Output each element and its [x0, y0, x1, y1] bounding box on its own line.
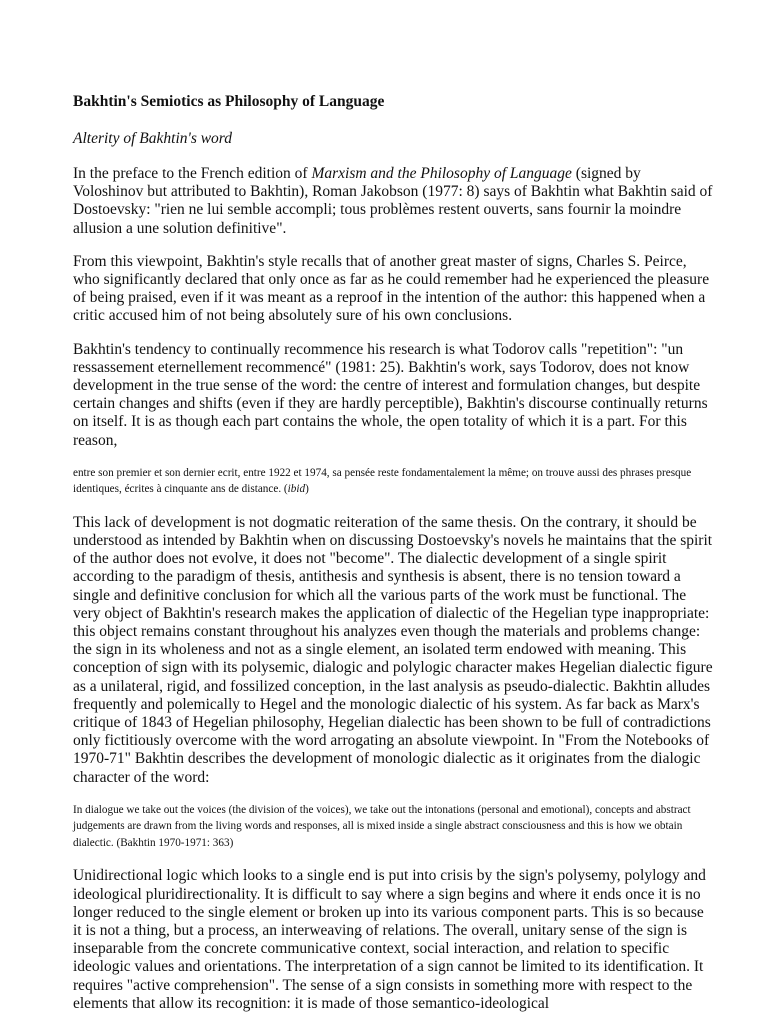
paragraph-5: Unidirectional logic which looks to a single end is put into crisis by the sign's polysemy, polylogy and ideological pluridirectionality. It is difficult to say where a sign begins and where it ends once it is no longer reduced to the single element or broken up into its various component parts. This is so because it is not a thing, but a process, an interweaving of relations. The overall, unitary sense of the sign is inseparable from the concrete communicative context, social interaction, and relation to specific ideologic values and orientations. The interpretation of a sign cannot be limited to its identification. It requires "active comprehension". The sense of a sign consists in something more with respect to the elements that allow its recognition: it is made of those semantico-ideological	[73, 867, 706, 1012]
quote-1-text: entre son premier et son dernier ecrit, entre 1922 et 1974, sa pensée reste fondamentalement la même; on trouve aussi des phrases presque identiques, écrites à cinquante ans de distance. (	[73, 466, 692, 496]
paragraph-1-part-a: In the preface to the French edition of	[73, 165, 312, 182]
section-subtitle: Alterity of Bakhtin's word	[73, 130, 233, 147]
paragraph-1-part-b: (signed by Voloshinov but attributed to Bakhtin), Roman Jakobson (1977: 8) says of Bakhtin what Bakhtin said of Dostoevsky: "rien ne lui semble accompli; tous problèmes restent ouverts, sans fournir la moindre allusion a une solution definitive".	[73, 165, 713, 237]
block-quote-1	[73, 465, 713, 498]
document-page	[73, 92, 713, 1028]
paragraph-2: From this viewpoint, Bakhtin's style recalls that of another great master of signs, Charles S. Peirce, who significantly declared that only once as far as he could remember had he experienced the pleasure of being praised, even if it was meant as a reproof in the intention of the author: this happened when a critic accused him of not being absolutely sure of his own conclusions.	[73, 252, 710, 325]
paragraph-4: This lack of development is not dogmatic reiteration of the same thesis. On the contrary, it should be understood as intended by Bakhtin when on discussing Dostoevsky's novels he maintains that the spirit of the author does not evolve, it does not "become". The dialectic development of a single spirit according to the paradigm of thesis, antithesis and synthesis is absent, there is no tension toward a single and definitive conclusion for which all the various parts of the work must be functional. The very object of Bakhtin's research makes the application of dialectic of the Hegelian type inappropriate: this object remains constant throughout his analyzes even though the materials and problems change: the sign in its wholeness and not as a single element, an isolated term endowed with meaning. This conception of sign with its polysemic, dialogic and polylogic character makes Hegelian dialectic figure as a unilateral, rigid, and fossilized conception, in the last analysis as pseudo-dialectic. Bakhtin alludes frequently and polemically to Hegel and the monologic dialectic of his system. As far back as Marx's critique of 1843 of Hegelian philosophy, Hegelian dialectic has been shown to be full of contradictions only fictitiously overcome with the word arrogating an absolute viewpoint. In "From the Notebooks of 1970-71" Bakhtin describes the development of monologic dialectic as it originates from the dialogic character of the word:	[73, 513, 713, 786]
quote-1-ibid: ibid	[287, 483, 306, 496]
document-title: Bakhtin's Semiotics as Philosophy of Language	[73, 93, 385, 110]
quote-1-close: )	[305, 483, 309, 496]
block-quote-2: In dialogue we take out the voices (the division of the voices), we take out the intonations (personal and emotional), concepts and abstract judgements are drawn from the living words and responses, all is mixed inside a single abstract consciousness and this is how we obtain dialectic. (Bakhtin 1970-1971: 363)	[73, 803, 691, 849]
paragraph-1	[73, 165, 713, 238]
book-title: Marxism and the Philosophy of Language	[311, 165, 572, 182]
paragraph-3: Bakhtin's tendency to continually recommence his research is what Todorov calls "repetition": "un ressassement eternellement recommencé" (1981: 25). Bakhtin's work, says Todorov, does not know development in the true sense of the word: the centre of interest and formulation changes, but despite certain changes and shifts (even if they are hardly perceptible), Bakhtin's discourse continually returns on itself. It is as though each part contains the whole, the open totality of which it is a part. For this reason,	[73, 340, 708, 449]
